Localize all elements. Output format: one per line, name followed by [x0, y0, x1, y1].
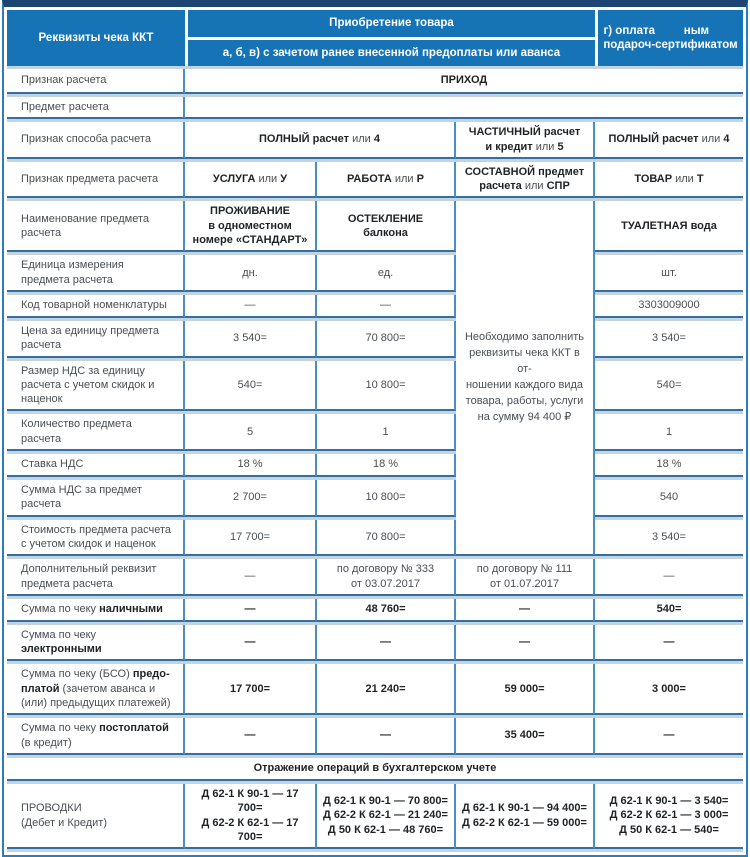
table-cell: —	[595, 559, 743, 596]
row-label: Дополнительный реквизит предмета расчета	[7, 559, 185, 596]
row-summa-postoplatoy	[7, 718, 743, 755]
row-dop-rekvizit	[7, 559, 743, 596]
row-provodki	[7, 784, 743, 849]
row-priznak-predmeta	[7, 162, 743, 199]
row-summa-elektronnymi	[7, 625, 743, 662]
table-cell: 35 400=	[456, 718, 595, 755]
header-gift-cell: г) оплата подароч- ным сертификатом	[598, 10, 743, 66]
table-cell: 540	[595, 480, 743, 517]
row-kod-nomenklatury	[7, 295, 743, 318]
table-cell	[185, 97, 743, 119]
table-cell: —	[317, 295, 456, 318]
row-summa-nalichnymi	[7, 599, 743, 622]
table-cell: 21 240=	[317, 664, 456, 715]
header-kkt-cell: Реквизиты чека ККТ	[7, 10, 185, 66]
accounting-section-title: Отражение операций в бухгалтерском учете	[7, 758, 743, 781]
row-label: Единица измерения предмета расчета	[7, 255, 185, 292]
table-cell: ед.	[317, 255, 456, 292]
table-cell: —	[185, 295, 317, 318]
row-tsena	[7, 321, 743, 358]
table-cell: ПОЛНЫЙ расчет или 4	[185, 122, 456, 159]
row-label: Сумма НДС за предмет расчета	[7, 480, 185, 517]
row-label: Признак предмета расчета	[7, 162, 185, 199]
composite-note-cell: Необходимо заполнить реквизиты чека ККТ в от- ношении каждого вида товара, работы, услуги на сумму 94 400 ₽	[456, 201, 595, 556]
table-cell: —	[185, 559, 317, 596]
table-cell: —	[595, 625, 743, 662]
row-predmet-rascheta	[7, 97, 743, 119]
row-label: Сумма по чеку постоплатой (в кредит)	[7, 718, 185, 755]
table-header	[7, 10, 743, 66]
table-cell: 59 000=	[456, 664, 595, 715]
table-cell: —	[317, 718, 456, 755]
row-label: ПРОВОДКИ (Дебет и Кредит)	[7, 784, 185, 849]
table-cell: 18 %	[185, 454, 317, 477]
table-cell: 2 700=	[185, 480, 317, 517]
table-cell: 3 000=	[595, 664, 743, 715]
table-cell: ПОЛНЫЙ расчет или 4	[595, 122, 743, 159]
row-label: Цена за единицу предмета расчета	[7, 321, 185, 358]
table-cell: —	[185, 718, 317, 755]
table-cell: 17 700=	[185, 664, 317, 715]
table-cell: по договору № 111 от 01.07.2017	[456, 559, 595, 596]
kkt-body-table	[7, 66, 743, 852]
row-stavka-nds	[7, 454, 743, 477]
row-priznak-sposoba	[7, 122, 743, 159]
table-cell: Д 62-1 К 90-1 — 17 700= Д 62-2 К 62-1 — 17 700=	[185, 784, 317, 849]
row-summa-predoplatoy	[7, 664, 743, 715]
table-cell: ЧАСТИЧНЫЙ расчет и кредит или 5	[456, 122, 595, 159]
table-cell: 5	[185, 414, 317, 451]
table-cell: ТУАЛЕТНАЯ вода	[595, 201, 743, 252]
row-label: Признак расчета	[7, 69, 185, 94]
table-cell: 18 %	[595, 454, 743, 477]
table-cell: РАБОТА или Р	[317, 162, 456, 199]
row-label: Сумма по чеку (БСО) предо-платой (зачетом аванса и (или) предыдущих платежей)	[7, 664, 185, 715]
table-cell: Д 62-1 К 90-1 — 3 540= Д 62-2 К 62-1 — 3 000= Д 50 К 62-1 — 540=	[595, 784, 743, 849]
table-cell: дн.	[185, 255, 317, 292]
row-razmer-nds	[7, 361, 743, 412]
table-cell: 540=	[185, 361, 317, 412]
table-cell: ПРОЖИВАНИЕ в одноместном номере «СТАНДАРТ»	[185, 201, 317, 252]
table-cell: 17 700=	[185, 520, 317, 557]
row-label: Сумма по чеку электронными	[7, 625, 185, 662]
header-purchase-title: Приобретение товара	[188, 10, 595, 37]
table-cell: 70 800=	[317, 520, 456, 557]
table-cell: 1	[595, 414, 743, 451]
table-cell: по договору № 333 от 03.07.2017	[317, 559, 456, 596]
row-section-accounting	[7, 758, 743, 781]
table-cell: —	[317, 625, 456, 662]
table-cell: ОСТЕКЛЕНИЕ балкона	[317, 201, 456, 252]
table-cell: 10 800=	[317, 480, 456, 517]
table-cell: —	[185, 599, 317, 622]
row-label: Наименование предмета расчета	[7, 201, 185, 252]
row-kolichestvo	[7, 414, 743, 451]
row-edinitsa	[7, 255, 743, 292]
table-cell: ПРИХОД	[185, 69, 743, 94]
table-cell: 18 %	[317, 454, 456, 477]
table-cell: —	[456, 599, 595, 622]
row-summa-nds	[7, 480, 743, 517]
row-priznak-rascheta	[7, 69, 743, 94]
row-label: Ставка НДС	[7, 454, 185, 477]
row-naimenovanie	[7, 201, 743, 252]
row-label: Размер НДС за единицу расчета с учетом скидок и наценок	[7, 361, 185, 412]
table-cell: 3 540=	[185, 321, 317, 358]
table-cell: Д 62-1 К 90-1 — 70 800= Д 62-2 К 62-1 — 21 240= Д 50 К 62-1 — 48 760=	[317, 784, 456, 849]
row-label: Предмет расчета	[7, 97, 185, 119]
table-cell: УСЛУГА или У	[185, 162, 317, 199]
table-cell: 48 760=	[317, 599, 456, 622]
table-cell: СОСТАВНОЙ предмет расчета или СПР	[456, 162, 595, 199]
table-cell: —	[456, 625, 595, 662]
table-cell: 540=	[595, 361, 743, 412]
table-cell: 1	[317, 414, 456, 451]
table-cell: 3 540=	[595, 321, 743, 358]
table-cell: 540=	[595, 599, 743, 622]
table-cell: ТОВАР или Т	[595, 162, 743, 199]
table-cell: 70 800=	[317, 321, 456, 358]
table-cell: Д 62-1 К 90-1 — 94 400= Д 62-2 К 62-1 — 59 000=	[456, 784, 595, 849]
kkt-receipt-table	[2, 0, 748, 857]
row-label: Сумма по чеку наличными	[7, 599, 185, 622]
table-cell: 3303009000	[595, 295, 743, 318]
header-purchase-subtitle: а, б, в) с зачетом ранее внесенной предоплаты или аванса	[188, 40, 595, 66]
row-label: Признак способа расчета	[7, 122, 185, 159]
row-label: Количество предмета расчета	[7, 414, 185, 451]
table-cell: 10 800=	[317, 361, 456, 412]
table-cell: —	[595, 718, 743, 755]
row-label: Код товарной номенклатуры	[7, 295, 185, 318]
header-purchase-group	[188, 10, 595, 66]
table-cell: —	[185, 625, 317, 662]
table-cell: шт.	[595, 255, 743, 292]
row-label: Стоимость предмета расчета с учетом скидок и наценок	[7, 520, 185, 557]
row-stoimost	[7, 520, 743, 557]
table-cell: 3 540=	[595, 520, 743, 557]
